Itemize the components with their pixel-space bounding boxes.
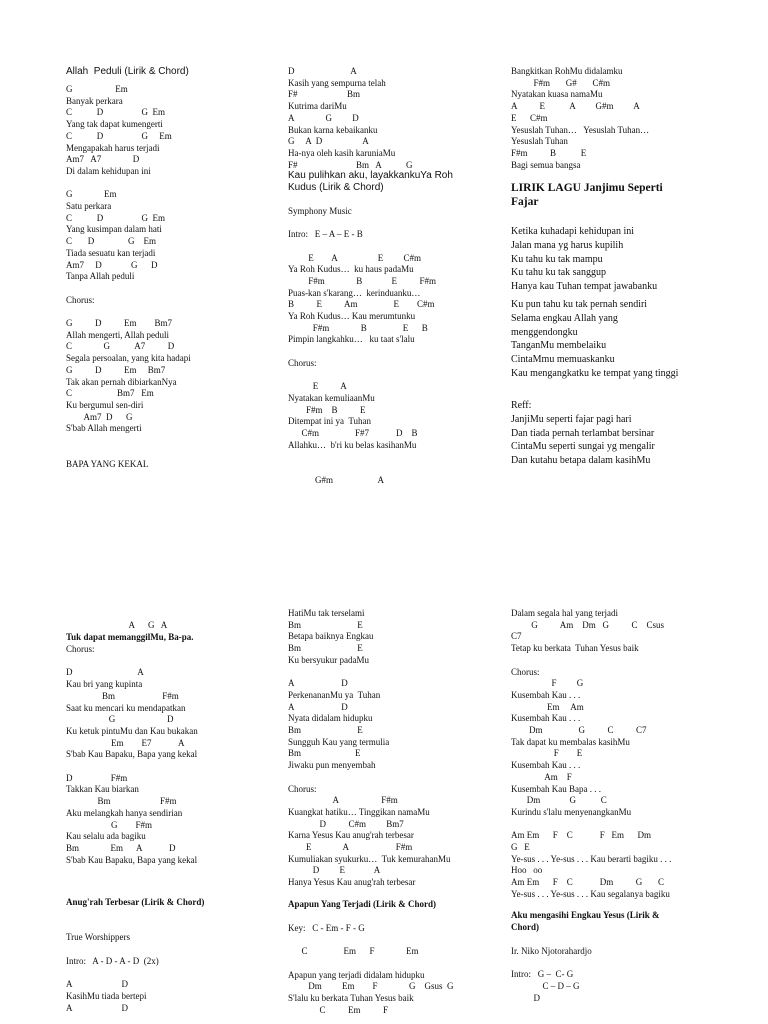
song-title-anugrah-terbesar: Anug'rah Terbesar (Lirik & Chord) — [66, 897, 205, 907]
aku-mengasihi-intro: Ir. Niko Njotorahardjo Intro: G – C- G C – D – G D — [511, 945, 592, 1003]
apapun-yang-terjadi-chorus: Dalam segala hal yang terjadi G Am Dm G C Csus C7 Tetap ku berkata Tuhan Yesus baik Chorus: F G Kusembah Kau . . . Em Am Kusembah Kau . . . Dm G C C7 Tak dapat ku membalas kasihMu F E Kusembah Kau . . . Am F Kusembah Kau Bapa . . . Dm G C Kurindu s'lalu menyenangkanMu Am Em F C F Em Dm G E Ye-sus . . . Ye-sus . . . Kau berarti bagiku . . . Hoo oo Am Em F C Dm G C Ye-sus . . . Ye-sus . . . Kau segalanya bagiku — [511, 608, 672, 899]
song-title-aku-mengasihi-engkau-yesus: Aku mengasihi Engkau Yesus (Lirik & Chord) — [511, 910, 660, 932]
janjimu-verse-2: Ku pun tahu ku tak pernah sendiri Selama engkau Allah yang menggendongku TanganMu membelaiku CintaMmu memuaskanku Kau mengangkatku ke tempat yang tinggi — [511, 299, 679, 379]
janjimu-reff: Reff: JanjiMu seperti fajar pagi hari Dan tiada pernah terlambat bersinar CintaMu seperti sungai yg mengalir Dan kutahu betapa dalam kasihMu — [511, 400, 655, 467]
song-title-janjimu-seperti-fajar: LIRIK LAGU Janjimu Seperti Fajar — [511, 182, 663, 208]
song-allah-peduli-body: G Em Banyak perkara C D G Em Yang tak dapat kumengerti C D G Em Mengapakah harus terjadi Am7 A7 D Di dalam kehidupan ini G Em Satu perkara C D G Em Yang kusimpan dalam hati C D G Em Tiada sesuatu kan terjadi Am7 D G D Tanpa Allah peduli Chorus: G D Em Bm7 Allah mengerti, Allah peduli C G A7 D Segala persoalan, yang kita hadapi G D Em Bm7 Tak akan pernah dibiarkanNya C Bm7 Em Ku bergumul sen-diri Am7 D G S'bab Allah mengerti BAPA YANG KEKAL — [66, 84, 191, 469]
bapa-kekal-chords-top: A G A — [66, 620, 168, 630]
song-bangkitkan-chords: Bangkitkan RohMu didalamku F#m G# C#m Nyatakan kuasa namaMu A E A G#m A E C#m Yesuslah Tuhan… Yesuslah Tuhan… Yesuslah Tuhan F#m B E Bagi semua bangsa — [511, 66, 650, 170]
anugrah-terbesar-body: HatiMu tak terselami Bm E Betapa baiknya Engkau Bm E Ku bersyukur padaMu A D PerkenananMu ya Tuhan A D Nyata didalam hidupku Bm E Sungguh Kau yang termulia Bm E Jiwaku pun menyembah Chorus: A F#m Kuangkat hatiku… Tinggikan namaMu D C#m Bm7 Karna Yesus Kau anug'rah terbesar E A F#m Kumuliakan syukurku… Tuk kemurahanMu D E A Hanya Yesus Kau anug'rah terbesar — [288, 608, 451, 888]
song-kasih-sempurna-chords: D A Kasih yang sempurna telah F# Bm Kutrima dariMu A G D Bukan karna kebaikanku G A D A Ha-nya oleh kasih karuniaMu F# Bm A G — [288, 66, 413, 170]
bapa-kekal-chorus: Chorus: D A Kau bri yang kupinta Bm F#m Saat ku mencari ku mendapatkan G D Ku ketuk pintuMu dan Kau bukakan Em E7 A S'bab Kau Bapaku, Bapa yang kekal D F#m Takkan Kau biarkan Bm F#m Aku melangkah hanya sendirian G F#m Kau selalu ada bagiku Bm Em A D S'bab Kau Bapaku, Bapa yang kekal — [66, 644, 198, 865]
janjimu-verse-1: Ketika kuhadapi kehidupan ini Jalan mana yg harus kupilih Ku tahu ku tak mampu Ku tahu ku tak sanggup Hanya kau Tuhan tempat jawabanku — [511, 226, 658, 293]
song-ya-roh-kudus-body: Symphony Music Intro: E – A – E - B E A E C#m Ya Roh Kudus… ku haus padaMu F#m B E F#m Puas-kan s'karang… kerinduanku… B E Am E C#m Ya Roh Kudus… Kau merumtunku F#m B E B Pimpin langkahku… ku taat s'lalu Chorus: E A Nyatakan kemuliaanMu F#m B E Ditempat ini ya Tuhan C#m F#7 D B Allahku… b'ri ku belas kasihanMu G#m A — [288, 205, 437, 485]
song-title-ya-roh-kudus: Kau pulihkan aku, layakkankuYa Roh Kudus (Lirik & Chord) — [288, 170, 453, 193]
song-title-apapun-yang-terjadi: Apapun Yang Terjadi (Lirik & Chord) — [288, 899, 436, 909]
apapun-yang-terjadi-body: Key: C - Em - F - G C Em F Em Apapun yang terjadi didalam hidupku Dm Em F G Gsus G S'lalu ku berkata Tuhan Yesus baik C Em F — [288, 922, 454, 1015]
bapa-kekal-refrain-line: Tuk dapat memanggilMu, Ba-pa. — [66, 632, 194, 642]
song-title-allah-peduli: Allah Peduli (Lirik & Chord) — [66, 66, 189, 77]
anugrah-terbesar-intro: True Worshippers Intro: A - D - A - D (2x) A D KasihMu tiada bertepi A D — [66, 932, 159, 1013]
